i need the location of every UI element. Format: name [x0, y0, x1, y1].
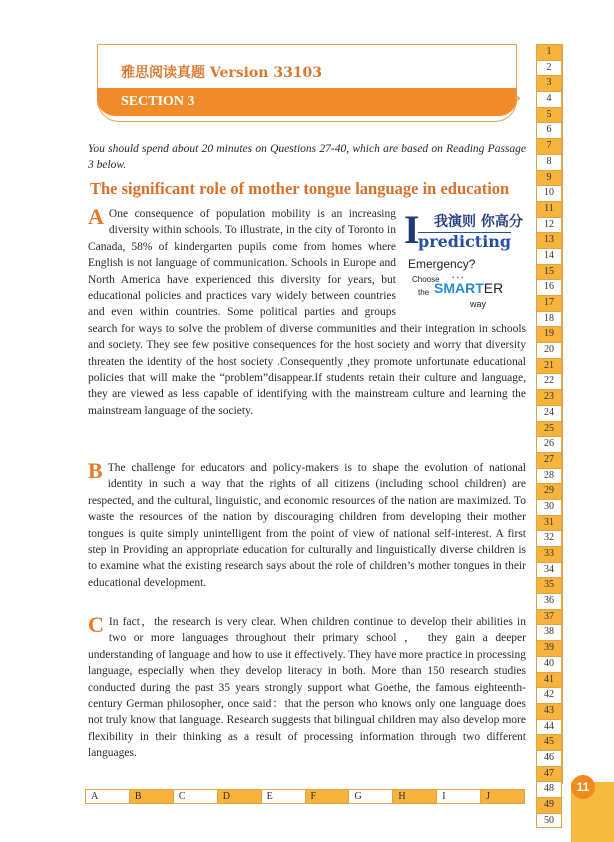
line-number-cell: 18: [536, 311, 562, 327]
logo-the-text: the: [418, 288, 430, 297]
answer-letter-cell: F: [306, 790, 350, 803]
logo-smarter-text: SMARTER: [434, 280, 504, 296]
answer-letter-cell: G: [349, 790, 393, 803]
line-number-cell: 16: [536, 279, 562, 295]
line-number-cell: 28: [536, 468, 562, 484]
line-number-cell: 20: [536, 342, 562, 358]
answer-letter-cell: J: [481, 790, 524, 803]
line-number-cell: 42: [536, 687, 562, 703]
line-number-cell: 38: [536, 624, 562, 640]
line-number-cell: 49: [536, 797, 562, 813]
line-number-cell: 44: [536, 719, 562, 735]
line-number-cell: 36: [536, 593, 562, 609]
line-number-cell: 27: [536, 452, 562, 468]
logo-chinese-text: 我演则 你高分: [434, 214, 523, 230]
line-number-cell: 6: [536, 122, 562, 138]
line-number-cell: 15: [536, 264, 562, 280]
logo-choose-text: Choose: [412, 275, 440, 284]
answer-letter-row: [85, 789, 525, 804]
line-number-strip: [536, 44, 562, 828]
paragraph-text: The challenge for educators and policy-makers is to shape the evolution of national identity in such a way that the rights of all citizens (including school children) are respected, and the cultural, linguistic, and economic resources of the nation are maximized. To waste the resources of the nation by discouraging children from developing their mother tongues is quite simply unintelligent from the point of view of national self-interest. A first step in Providing an appropriate education for culturally and linguistically diverse children is to examine what the existing research says about the role of children’s mother tongues in their educational development.: [88, 462, 526, 589]
line-number-cell: 25: [536, 421, 562, 437]
line-number-cell: 34: [536, 562, 562, 578]
logo-emergency-text: Emergency?: [408, 257, 476, 271]
line-number-cell: 24: [536, 405, 562, 421]
side-rule: [562, 44, 572, 784]
answer-letter-cell: E: [262, 790, 306, 803]
line-number-cell: 11: [536, 201, 562, 217]
line-number-cell: 39: [536, 640, 562, 656]
line-number-cell: 22: [536, 373, 562, 389]
answer-letter-cell: B: [130, 790, 174, 803]
paragraph-a: [88, 206, 526, 419]
line-number-cell: 43: [536, 703, 562, 719]
hook-arrow-icon: ↳: [512, 90, 523, 104]
page-number-badge: 11: [571, 775, 595, 799]
line-number-cell: 45: [536, 734, 562, 750]
line-number-cell: 35: [536, 577, 562, 593]
line-number-cell: 10: [536, 185, 562, 201]
logo-dots-icon: •••: [452, 274, 466, 282]
line-number-cell: 30: [536, 499, 562, 515]
line-number-cell: 41: [536, 672, 562, 688]
line-number-cell: 9: [536, 170, 562, 186]
paragraph-text: In fact，the research is very clear. When children continue to develop their abilities in two or more languages throughout their primary school ， they gain a deeper understanding of language and how to use it effectively. They have more practice in processing language, especially when they develop literacy in both. More than 150 research studies conducted during the past 35 years strongly support what Goethe, the famous eighteenth-century German philosopher, once said：that the person who knows only one language does not truly know that language. Research suggests that bilingual children may also develop more flexibility in their thinking as a result of processing information through two different languages.: [88, 616, 526, 760]
paragraph-text: One consequence of population mobility is an increasing diversity within schools. To illustrate, in the city of Toronto in Canada, 58% of kindergarten pupils come from homes where English is not language of communication. Schools in Europe and North America have experienced this diversity for years, but educational policies and practices vary widely between countries and even within countries. Some political parties and groups search for ways to solve the problem of diverse communities and their integration in schools and society. They see few positive consequences for the host society and worry that diversity threaten the identity of the host society .Consequently ,they promote unfortunate educational policies that will make the “problem”disappear.If students retain their culture and language, they are viewed as less capable of identifying with the mainstream culture and learning the mainstream language of the society.: [88, 208, 526, 417]
paragraph-letter: A: [88, 204, 104, 229]
answer-letter-cell: H: [393, 790, 437, 803]
logo-predicting-text: predicting: [418, 232, 512, 251]
instructions: You should spend about 20 minutes on Questions 27-40, which are based on Reading Passage 3 below.: [88, 143, 526, 171]
paragraph-letter: B: [88, 458, 103, 483]
line-number-cell: 33: [536, 546, 562, 562]
paragraph-letter: C: [88, 612, 104, 637]
line-number-cell: 8: [536, 154, 562, 170]
passage-title: The significant role of mother tongue language in education: [90, 179, 510, 198]
answer-letter-cell: C: [174, 790, 218, 803]
answer-letter-cell: D: [218, 790, 262, 803]
answer-letter-cell: I: [437, 790, 481, 803]
line-number-cell: 40: [536, 656, 562, 672]
line-number-cell: 12: [536, 217, 562, 233]
section-banner: [97, 88, 517, 116]
line-number-cell: 21: [536, 358, 562, 374]
line-number-cell: 1: [536, 44, 562, 60]
logo-way-text: way: [470, 299, 487, 309]
line-number-cell: 13: [536, 232, 562, 248]
logo-i-glyph: I: [404, 207, 420, 252]
line-number-cell: 48: [536, 781, 562, 797]
header-title: 雅思阅读真题 Version 33103: [121, 65, 323, 81]
paragraph-b: [88, 460, 526, 591]
line-number-cell: 17: [536, 295, 562, 311]
line-number-cell: 4: [536, 91, 562, 107]
line-number-cell: 26: [536, 436, 562, 452]
line-number-cell: 23: [536, 389, 562, 405]
line-number-cell: 47: [536, 766, 562, 782]
paragraph-c: [88, 614, 526, 762]
line-number-cell: 29: [536, 483, 562, 499]
line-number-cell: 5: [536, 107, 562, 123]
line-number-cell: 32: [536, 530, 562, 546]
line-number-cell: 50: [536, 813, 562, 829]
line-number-cell: 46: [536, 750, 562, 766]
line-number-cell: 3: [536, 75, 562, 91]
line-number-cell: 37: [536, 609, 562, 625]
section-label: SECTION 3: [121, 94, 195, 109]
predicting-logo: [404, 207, 526, 309]
line-number-cell: 31: [536, 515, 562, 531]
line-number-cell: 2: [536, 60, 562, 76]
answer-letter-cell: A: [86, 790, 130, 803]
line-number-cell: 7: [536, 138, 562, 154]
line-number-cell: 19: [536, 326, 562, 342]
line-number-cell: 14: [536, 248, 562, 264]
